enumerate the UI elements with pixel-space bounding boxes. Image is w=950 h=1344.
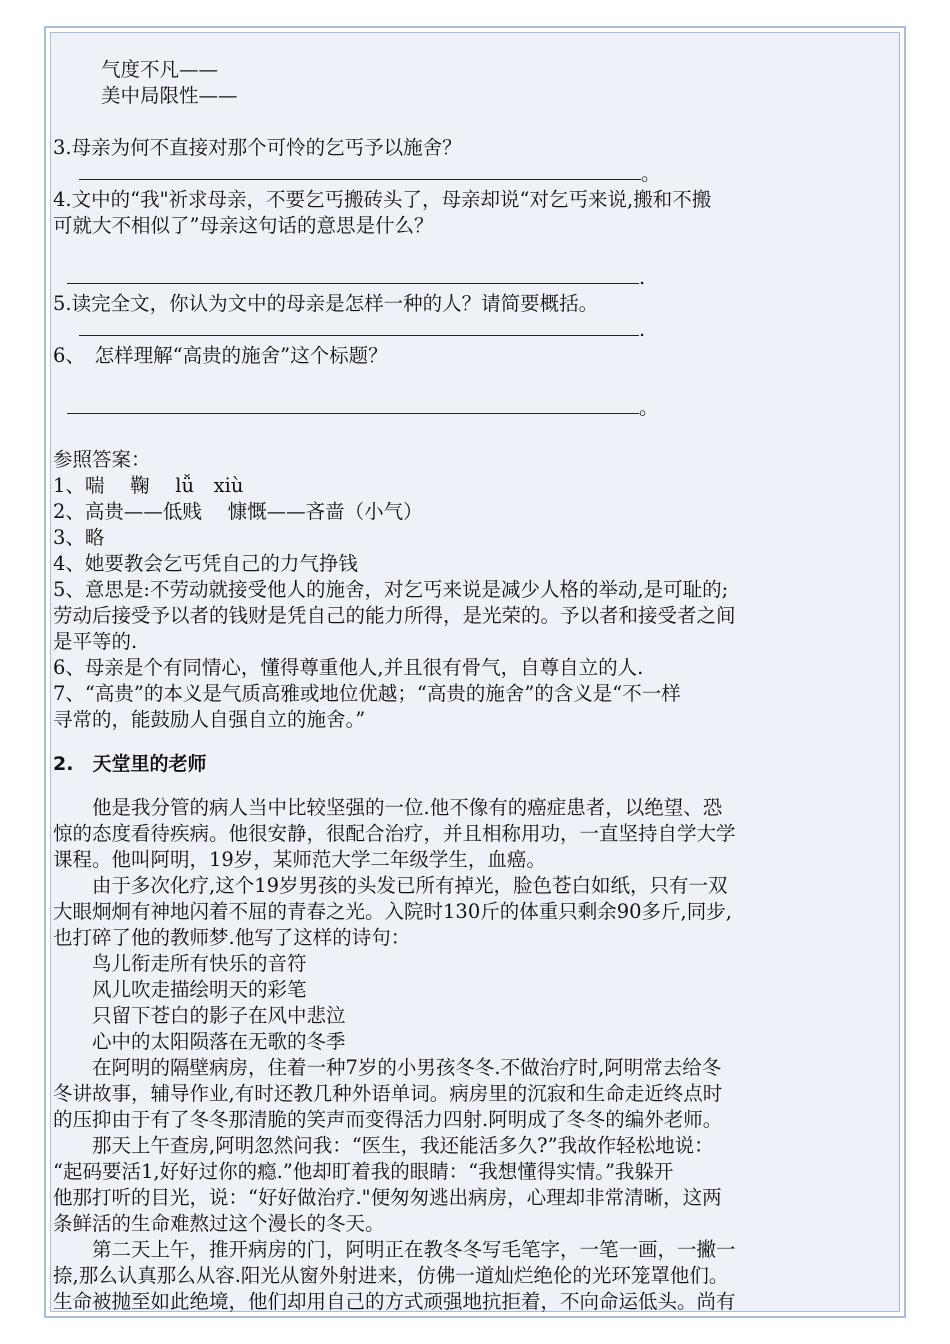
answer-item: 寻常的，能鼓励人自强自立的施舍。” (53, 708, 366, 731)
article-line: 只留下苍白的影子在风中悲泣 (53, 1004, 346, 1027)
answer-item: 4、她要教会乞丐凭自己的力气挣钱 (53, 552, 358, 575)
section-heading: 2. 天堂里的老师 (53, 753, 207, 775)
answer-item: 是平等的. (53, 630, 138, 653)
article-line: 大眼炯炯有神地闪着不屈的青春之光。入院时130斤的体重只剩余90多斤,同步, (53, 900, 732, 923)
answer-blank-6: 。 (53, 395, 893, 421)
answers-title: 参照答案： (53, 448, 151, 471)
article-line: 那天上午查房,阿明忽然问我：“医生，我还能活多久?”我故作轻松地说： (53, 1134, 714, 1157)
article-line: 也打碎了他的教师梦.他写了这样的诗句： (53, 926, 411, 949)
answer-item: 1、喘 鞠 lǚ xiù (53, 474, 244, 497)
article-line: 生命被抛至如此绝境，他们却用自己的方式顽强地抗拒着，不向命运低头。尚有 (53, 1290, 736, 1313)
article-line: 课程。他叫阿明，19岁，某师范大学二年级学生，血癌。 (53, 848, 546, 871)
article-line: 在阿明的隔壁病房，住着一种7岁的小男孩冬冬.不做治疗时,阿明常去给冬 (53, 1056, 722, 1079)
question-sub-line: 气度不凡—— (101, 58, 219, 81)
question-4-line1: 4.文中的“我"祈求母亲，不要乞丐搬砖头了，母亲却说“对乞丐来说,搬和不搬 (53, 188, 712, 211)
answer-blank-4: . (53, 265, 893, 291)
article-line: 鸟儿衔走所有快乐的音符 (53, 952, 307, 975)
article-line: 的压抑由于有了冬冬那清脆的笑声而变得活力四射.阿明成了冬冬的编外老师。 (53, 1108, 723, 1131)
answer-item: 3、略 (53, 526, 105, 549)
document-body (53, 57, 893, 1315)
answer-item: 5、意思是:不劳动就接受他人的施舍，对乞丐来说是减少人格的举动,是可耻的; (53, 578, 729, 601)
article-line: 他是我分管的病人当中比较坚强的一位.他不像有的癌症患者，以绝望、恐 (53, 796, 723, 819)
article-text (53, 795, 893, 1315)
question-3: 3.母亲为何不直接对那个可怜的乞丐予以施舍？ (53, 136, 462, 159)
article-line: “起码要活1,好好过你的瘾.”他却盯着我的眼睛：“我想懂得实情。”我躲开 (53, 1160, 674, 1183)
question-5: 5.读完全文，你认为文中的母亲是怎样一种的人？请简要概括。 (53, 292, 599, 315)
answer-blank-3: 。 (53, 161, 893, 187)
article-line: 风儿吹走描绘明天的彩笔 (53, 978, 307, 1001)
question-4-line2: 可就大不相似了”母亲这句话的意思是什么？ (53, 214, 434, 237)
article-line: 由于多次化疗,这个19岁男孩的头发已所有掉光，脸色苍白如纸，只有一双 (53, 874, 728, 897)
article-line: 心中的太阳陨落在无歌的冬季 (53, 1030, 346, 1053)
question-6: 6、 怎样理解“高贵的施舍”这个标题？ (53, 344, 388, 367)
answer-item: 2、高贵——低贱 慷慨——吝啬（小气） (53, 500, 423, 523)
article-line: 捺,那么认真那么从容.阳光从窗外射进来，仿佛一道灿烂绝伦的光环笼罩他们。 (53, 1264, 729, 1287)
article-line: 第二天上午，推开病房的门，阿明正在教冬冬写毛笔字，一笔一画，一撇一 (53, 1238, 736, 1261)
article-line: 条鲜活的生命难熬过这个漫长的冬天。 (53, 1212, 385, 1235)
answer-item: 7、“高贵”的本义是气质高雅或地位优越；“高贵的施舍”的含义是“不一样 (53, 682, 681, 705)
article-line: 冬讲故事，辅导作业,有时还教几种外语单词。病房里的沉寂和生命走近终点时 (53, 1082, 723, 1105)
article-line: 他那打听的目光，说：“好好做治疗."便匆匆逃出病房，心理却非常清晰，这两 (53, 1186, 722, 1209)
answer-item: 劳动后接受予以者的钱财是凭自己的能力所得，是光荣的。予以者和接受者之间 (53, 604, 736, 627)
article-line: 惊的态度看待疾病。他很安静，很配合治疗，并且相称用功，一直坚持自学大学 (53, 822, 736, 845)
answer-item: 6、母亲是个有同情心，懂得尊重他人,并且很有骨气，自尊自立的人. (53, 656, 644, 679)
answer-blank-5: . (53, 317, 893, 343)
question-sub-line: 美中局限性—— (101, 84, 238, 107)
